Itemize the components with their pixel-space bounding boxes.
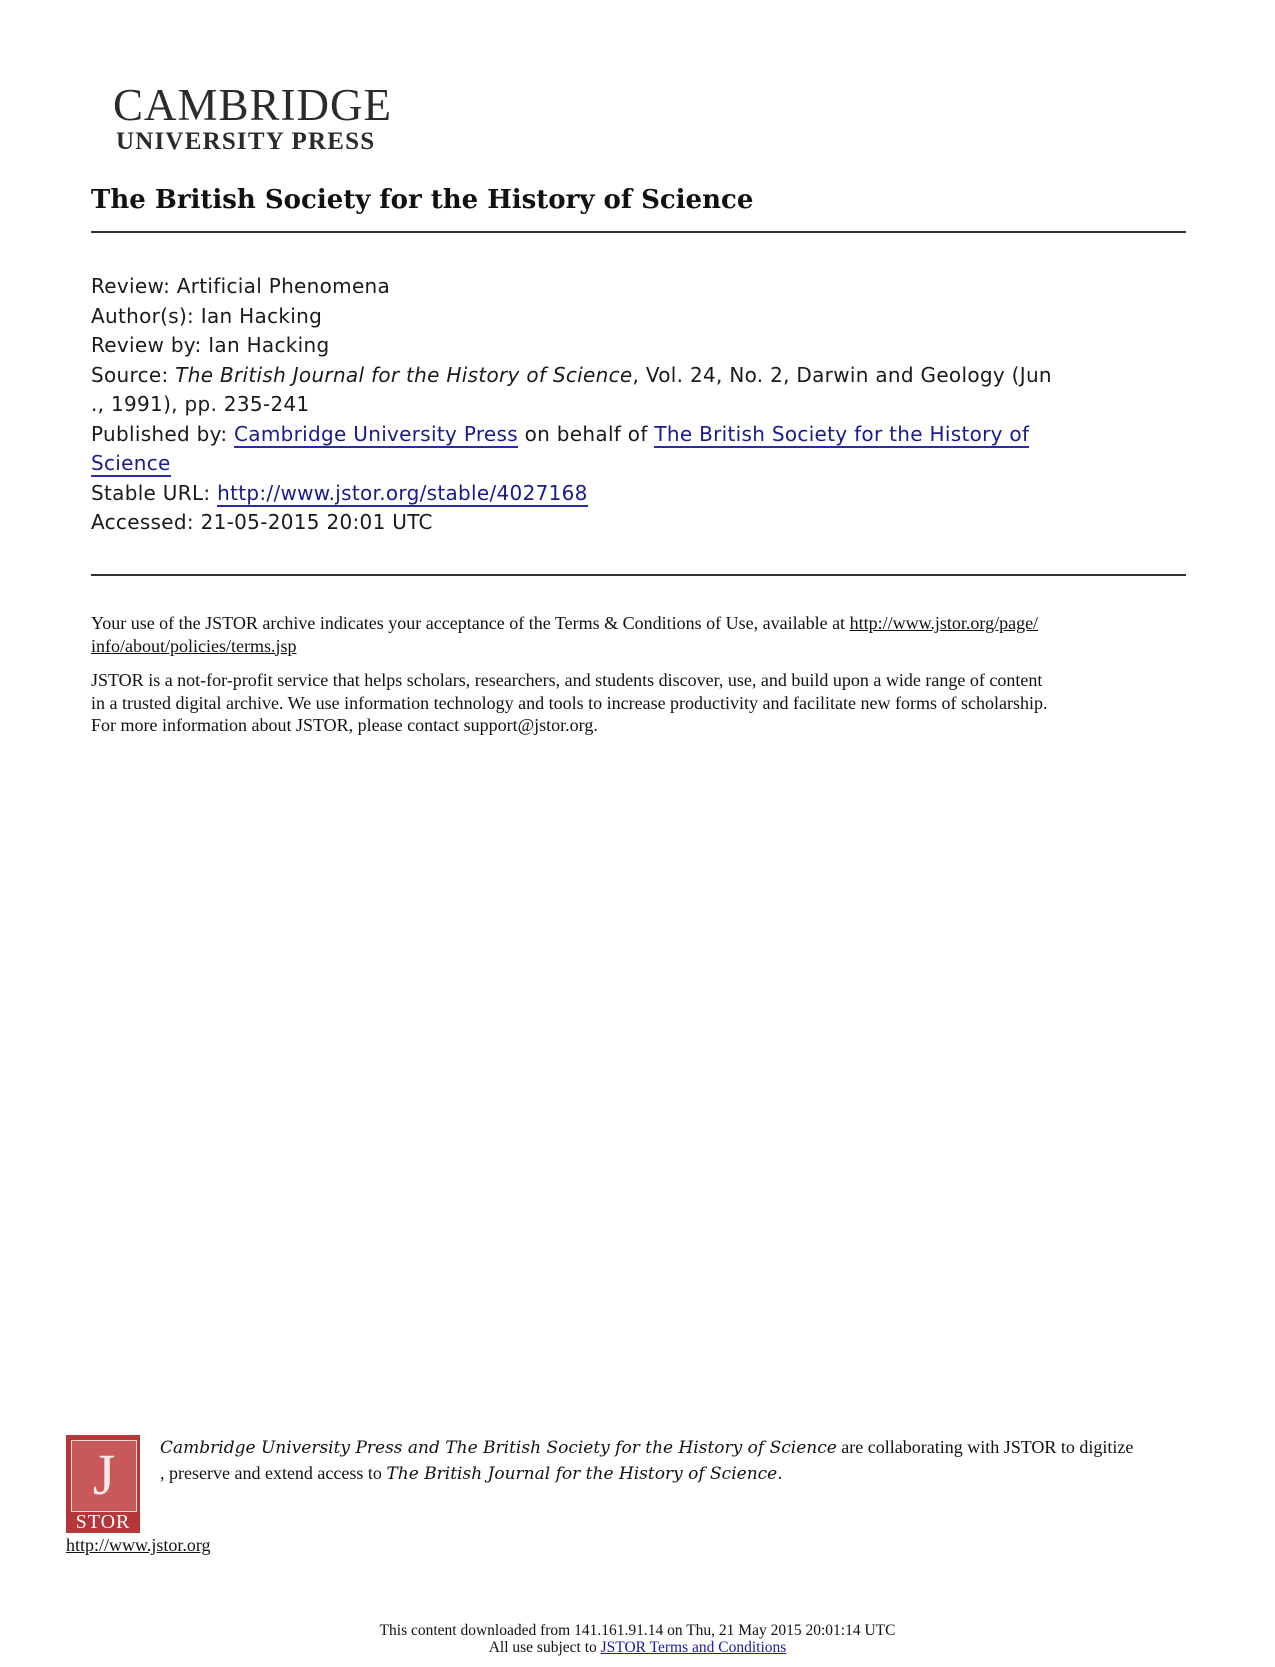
accessed-date: 21-05-2015 20:01 UTC	[200, 510, 433, 534]
review-row: Review: Artificial Phenomena	[91, 274, 391, 298]
society-title: The British Society for the History of Science	[91, 185, 754, 215]
jstor-home-link[interactable]: http://www.jstor.org	[66, 1535, 211, 1555]
terms-link-cont[interactable]: info/about/policies/terms.jsp	[91, 635, 297, 656]
logo-line2: UNIVERSITY PRESS	[116, 128, 376, 155]
bottom-divider	[91, 574, 1186, 576]
source-row-cont: ., 1991), pp. 235-241	[91, 392, 310, 416]
jstor-logo-emblem: J	[71, 1440, 137, 1512]
terms-link[interactable]: http://www.jstor.org/page/	[849, 613, 1039, 633]
author-name: Ian Hacking	[200, 303, 323, 328]
jstor-terms-link[interactable]: JSTOR Terms and Conditions	[600, 1639, 787, 1656]
publisher-link[interactable]: Cambridge University Press	[234, 421, 518, 446]
published-row-cont	[91, 449, 1191, 479]
review-title: Artificial Phenomena	[176, 274, 391, 298]
terms-notice	[91, 612, 1191, 749]
jstor-description: JSTOR is a not-for-profit service that helps scholars, researchers, and students discover, use, and build upon a wide range of content in a trusted digital archive. We use information technology and tools to increase productivity and facilitate new forms of scholarship. For more information about JSTOR, please contact support@jstor.org.	[91, 670, 1048, 735]
source-details: , Vol. 24, No. 2, Darwin and Geology (Jun	[632, 362, 1052, 387]
jstor-logo	[66, 1435, 140, 1533]
jstor-logo-word: STOR	[75, 1511, 131, 1533]
reviewer-name: Ian Hacking	[208, 333, 330, 357]
top-divider	[91, 231, 1186, 233]
terms-paragraph: Your use of the JSTOR archive indicates your acceptance of the Terms & Conditions of Use, available at http://www.jstor.org/page/ info/about/policies/terms.jsp	[91, 613, 1039, 656]
download-footer	[0, 1622, 1275, 1656]
download-info: This content downloaded from 141.161.91.14 on Thu, 21 May 2015 20:01:14 UTC	[379, 1622, 896, 1639]
source-row: Source: The British Journal for the History of Science, Vol. 24, No. 2, Darwin and Geology (Jun	[91, 362, 1052, 387]
stable-url-link[interactable]: http://www.jstor.org/stable/4027168	[217, 480, 588, 505]
accessed-row: Accessed: 21-05-2015 20:01 UTC	[91, 510, 433, 534]
reviewby-row: Review by: Ian Hacking	[91, 333, 330, 357]
citation-metadata	[91, 272, 1191, 538]
source-journal: The British Journal for the History of Science	[175, 362, 633, 387]
terms-footer: All use subject to JSTOR Terms and Conditions	[488, 1639, 787, 1656]
society-link[interactable]: The British Society for the History of	[654, 421, 1030, 446]
society-link-cont[interactable]: Science	[91, 451, 171, 475]
logo-line1: CAMBRIDGE	[113, 80, 393, 130]
author-row: Author(s): Ian Hacking	[91, 303, 323, 328]
journal-name: The British Journal for the History of Science.	[386, 1463, 783, 1484]
published-row: Published by: Cambridge University Press on behalf of The British Society for the History of	[91, 421, 1030, 446]
partner-names: Cambridge University Press and The British Society for the History of Science	[160, 1438, 837, 1458]
cambridge-logo	[113, 82, 392, 156]
stable-url-row: Stable URL: http://www.jstor.org/stable/4027168	[91, 480, 588, 505]
collaboration-note: Cambridge University Press and The British Society for the History of Science are collaborating with JSTOR to digitize , preserve and extend access to The British Journal for the History of Science.	[160, 1437, 1134, 1484]
